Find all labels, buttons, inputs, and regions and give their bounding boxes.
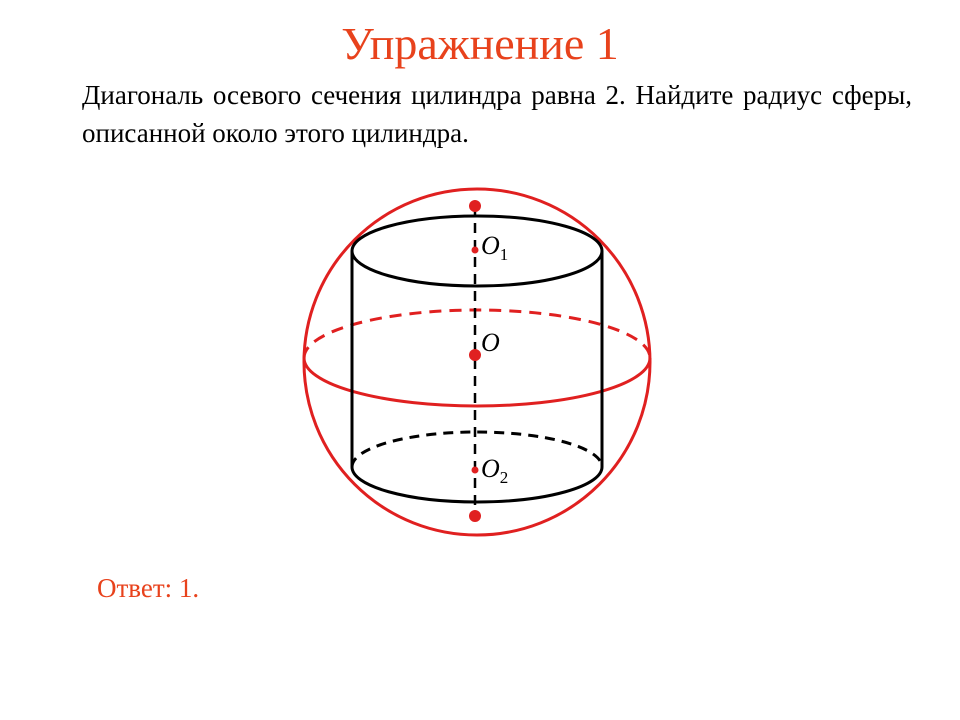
point-o1-marker: [472, 247, 479, 254]
point-o1-label: [481, 231, 508, 264]
point-o2-subscript: 2: [499, 468, 509, 487]
point-o1-subscript: 1: [499, 245, 509, 264]
cylinder-bottom-base-back: [352, 432, 602, 467]
slide-title: Упражнение 1: [341, 18, 619, 69]
sphere-equator-front: [304, 358, 650, 406]
answer-text: Ответ: 1.: [97, 573, 200, 603]
point-o-marker: [469, 349, 481, 361]
problem-statement: Диагональ осевого сечения цилиндра равна 2. Найдите радиус сферы, описанной около этого цилиндра.: [82, 80, 912, 148]
sphere-bottom-pole-point: [469, 510, 481, 522]
point-o-label: [481, 328, 500, 357]
point-o2-marker: [472, 467, 479, 474]
point-o2-label: [481, 454, 508, 487]
point-o-letter: O: [481, 328, 500, 357]
point-o2-letter: O: [481, 454, 500, 483]
point-o1-letter: O: [481, 231, 500, 260]
sphere-top-pole-point: [469, 200, 481, 212]
